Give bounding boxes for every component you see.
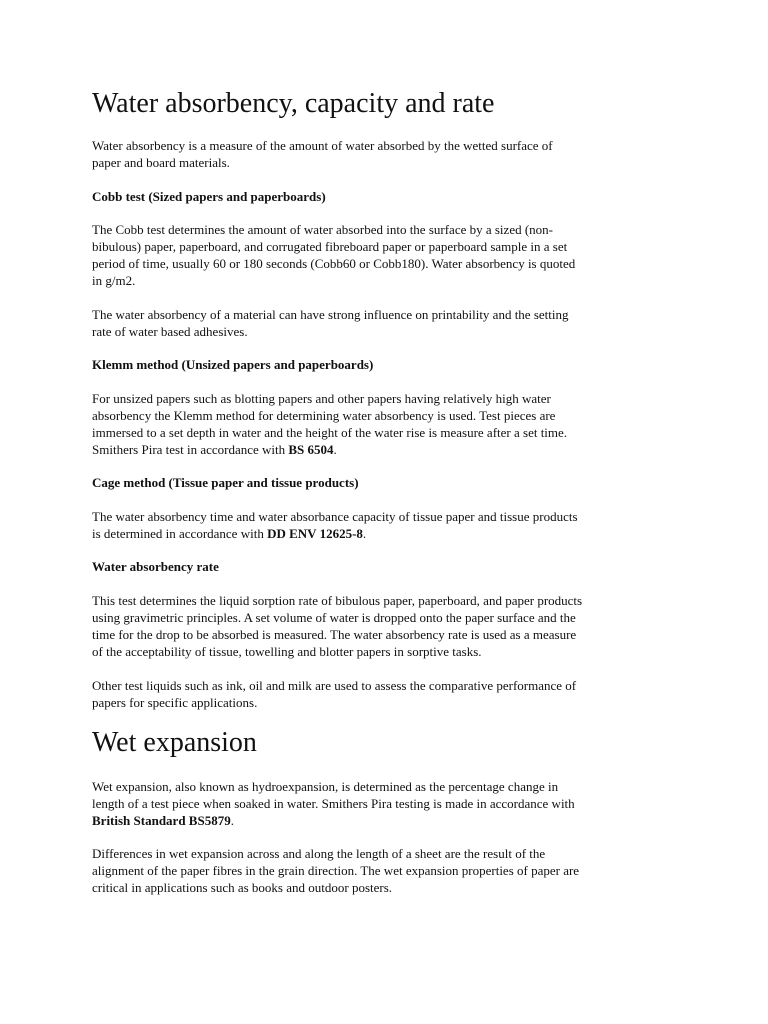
standard-reference-bs5879: British Standard BS5879 bbox=[92, 813, 231, 828]
absorbency-rate-heading: Water absorbency rate bbox=[92, 559, 219, 574]
text-line: length of a test piece when soaked in water. Smithers Pira testing is made in accordance with bbox=[92, 796, 575, 811]
cage-paragraph bbox=[92, 508, 682, 542]
wet-expansion-paragraph-2 bbox=[92, 845, 682, 896]
text-line bbox=[92, 812, 682, 829]
text-line bbox=[92, 525, 682, 542]
text-line: The water absorbency of a material can have strong influence on printability and the setting bbox=[92, 307, 569, 322]
cobb-paragraph-1 bbox=[92, 221, 682, 289]
text-line: alignment of the paper fibres in the grain direction. The wet expansion properties of paper are bbox=[92, 863, 580, 878]
text-line: This test determines the liquid sorption rate of bibulous paper, paperboard, and paper products bbox=[92, 593, 583, 608]
standard-reference-dd-env: DD ENV 12625-8 bbox=[267, 526, 363, 541]
klemm-paragraph bbox=[92, 390, 682, 458]
text-fragment: is determined in accordance with bbox=[92, 526, 268, 541]
section-title-water-absorbency: Water absorbency, capacity and rate bbox=[92, 88, 495, 119]
text-fragment: . bbox=[333, 442, 337, 457]
text-line: The Cobb test determines the amount of water absorbed into the surface by a sized (non- bbox=[92, 222, 553, 237]
text-line: period of time, usually 60 or 180 seconds (Cobb60 or Cobb180). Water absorbency is quoted bbox=[92, 256, 576, 271]
section-title-wet-expansion: Wet expansion bbox=[92, 727, 257, 758]
text-fragment: . bbox=[230, 813, 234, 828]
text-fragment: . bbox=[362, 526, 367, 541]
text-line: papers for specific applications. bbox=[92, 695, 258, 710]
text-line: of the acceptability of tissue, towelling and blotter papers in sorptive tasks. bbox=[92, 644, 482, 659]
text-line: bibulous) paper, paperboard, and corrugated fibreboard paper or paperboard sample in a set bbox=[92, 239, 568, 254]
text-line: Water absorbency is a measure of the amount of water absorbed by the wetted surface of bbox=[92, 138, 553, 153]
cobb-test-heading: Cobb test (Sized papers and paperboards) bbox=[92, 189, 326, 204]
text-fragment: Smithers Pira test in accordance with bbox=[92, 442, 289, 457]
cage-method-heading: Cage method (Tissue paper and tissue products) bbox=[92, 475, 359, 490]
text-line: using gravimetric principles. A set volume of water is dropped onto the paper surface and the bbox=[92, 610, 576, 625]
text-line bbox=[92, 441, 682, 458]
text-line: in g/m2. bbox=[92, 273, 136, 288]
text-line: time for the drop to be absorbed is measured. The water absorbency rate is used as a measure bbox=[92, 627, 577, 642]
klemm-method-heading: Klemm method (Unsized papers and paperboards) bbox=[92, 357, 374, 372]
text-line: immersed to a set depth in water and the height of the water rise is measure after a set time. bbox=[92, 425, 568, 440]
wet-expansion-paragraph-1 bbox=[92, 778, 682, 829]
text-line: For unsized papers such as blotting papers and other papers having relatively high water bbox=[92, 391, 551, 406]
text-line: absorbency the Klemm method for determining water absorbency is used. Test pieces are bbox=[92, 408, 556, 423]
text-line: critical in applications such as books and outdoor posters. bbox=[92, 880, 393, 895]
text-line: rate of water based adhesives. bbox=[92, 324, 248, 339]
standard-reference-bs6504: BS 6504 bbox=[288, 442, 334, 457]
text-line: paper and board materials. bbox=[92, 155, 230, 170]
intro-paragraph bbox=[92, 137, 682, 171]
rate-paragraph bbox=[92, 592, 682, 660]
text-line: Wet expansion, also known as hydroexpansion, is determined as the percentage change in bbox=[92, 779, 559, 794]
text-line: Differences in wet expansion across and along the length of a sheet are the result of the bbox=[92, 846, 546, 861]
text-line: Other test liquids such as ink, oil and milk are used to assess the comparative performance of bbox=[92, 678, 577, 693]
cobb-paragraph-2 bbox=[92, 306, 682, 340]
text-line: The water absorbency time and water absorbance capacity of tissue paper and tissue products bbox=[92, 509, 578, 524]
other-liquids-paragraph bbox=[92, 677, 682, 711]
